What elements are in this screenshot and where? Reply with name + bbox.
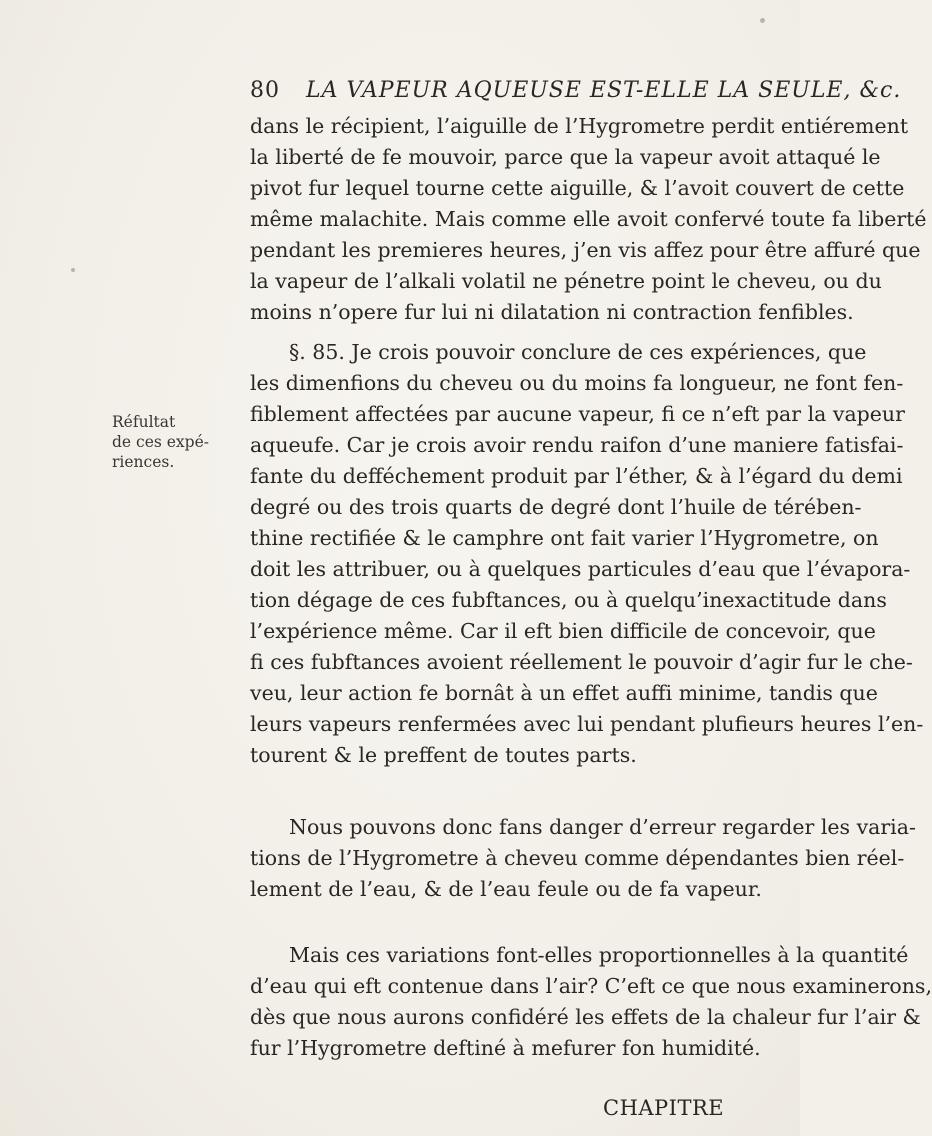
margin-note-line: Réfultat [112,413,176,431]
text-line: thine rectifiée & le camphre ont fait varier l’Hygrometre, on [250,526,879,550]
text-line: dès que nous aurons confidéré les effets de la chaleur fur l’air & [250,1005,921,1029]
text-line: lement de l’eau, & de l’eau feule ou de fa vapeur. [250,877,762,901]
text-line: aqueufe. Car je crois avoir rendu raifon d’une maniere fatisfai- [250,433,904,457]
text-line: tourent & le preffent de toutes parts. [250,743,637,767]
page-number: 80 [250,78,280,103]
paper-speck [760,18,765,23]
text-line: doit les attribuer, ou à quelques particules d’eau que l’évapora- [250,557,911,581]
text-line: pivot fur lequel tourne cette aiguille, & l’avoit couvert de cette [250,176,905,200]
text-line: Nous pouvons donc fans danger d’erreur regarder les varia- [289,815,916,839]
catchword: CHAPITRE [603,1096,725,1120]
text-line: l’expérience même. Car il eft bien difficile de concevoir, que [250,619,876,643]
margin-note [112,412,209,472]
text-line: tion dégage de ces fubftances, ou à quelqu’inexactitude dans [250,588,887,612]
text-line: la vapeur de l’alkali volatil ne pénetre point le cheveu, ou du [250,269,882,293]
margin-note-line: riences. [112,453,175,471]
text-line: même malachite. Mais comme elle avoit confervé toute fa liberté [250,207,927,231]
text-line: fi ces fubftances avoient réellement le pouvoir d’agir fur le che- [250,650,913,674]
text-line: les dimenfions du cheveu ou du moins fa longueur, ne font fen- [250,371,904,395]
text-line: fiblement affectées par aucune vapeur, fi ce n’eft par la vapeur [250,402,905,426]
running-title: LA VAPEUR AQUEUSE EST-ELLE LA SEULE, &c. [306,78,902,103]
text-line: dans le récipient, l’aiguille de l’Hygrometre perdit entiérement [250,114,909,138]
text-line: la liberté de fe mouvoir, parce que la vapeur avoit attaqué le [250,145,881,169]
text-line: fur l’Hygrometre deftiné à mefurer fon humidité. [250,1036,761,1060]
text-line: moins n’opere fur lui ni dilatation ni contraction fenfibles. [250,300,854,324]
paper-speck [71,268,75,272]
text-line: degré ou des trois quarts de degré dont l’huile de térében- [250,495,862,519]
text-line: §. 85. Je crois pouvoir conclure de ces expériences, que [289,340,867,364]
running-header [250,78,902,103]
text-line: leurs vapeurs renfermées avec lui pendant plufieurs heures l’en- [250,712,924,736]
text-line: pendant les premieres heures, j’en vis affez pour être affuré que [250,238,921,262]
text-line: veu, leur action fe bornât à un effet auffi minime, tandis que [250,681,878,705]
text-line: Mais ces variations font-elles proportionnelles à la quantité [289,943,909,967]
text-line: tions de l’Hygrometre à cheveu comme dépendantes bien réel- [250,846,905,870]
text-line: fante du defféchement produit par l’éther, & à l’égard du demi [250,464,903,488]
text-line: d’eau qui eft contenue dans l’air? C’eft ce que nous examinerons, [250,974,932,998]
margin-note-line: de ces expé- [112,433,210,451]
